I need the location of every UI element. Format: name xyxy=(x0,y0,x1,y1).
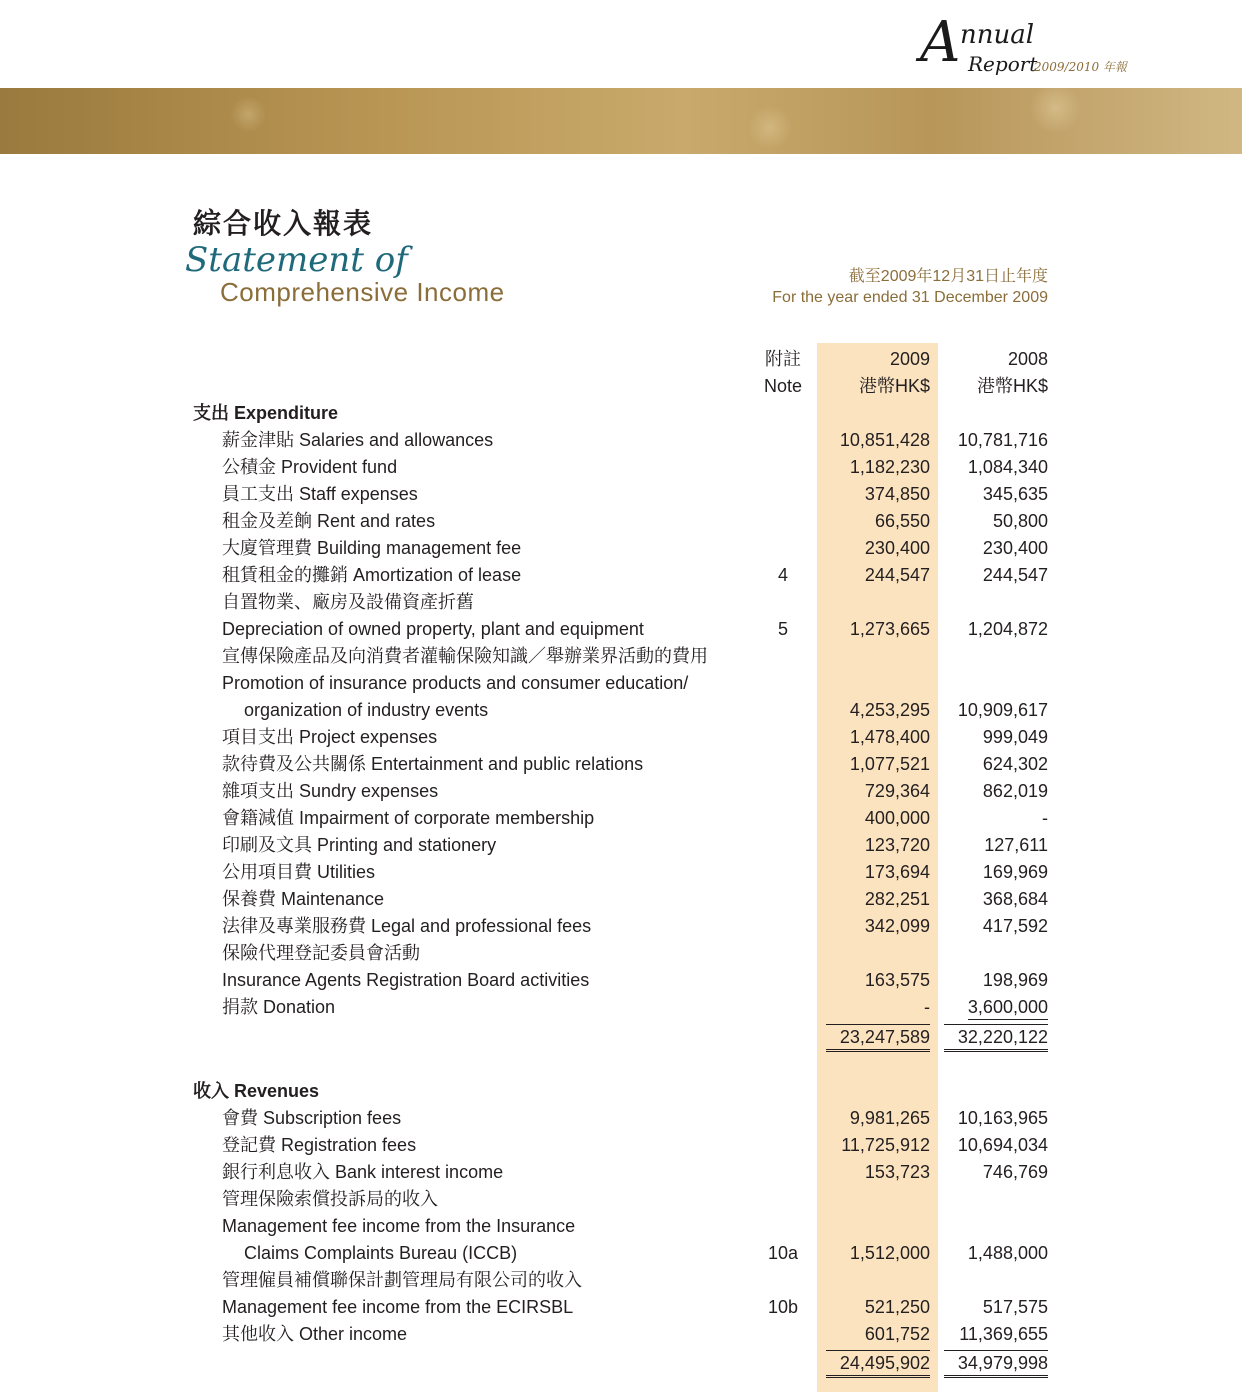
value-2008 xyxy=(983,1294,1048,1321)
decorative-gold-band xyxy=(0,88,1242,154)
note-header-english: Note xyxy=(763,376,803,396)
value-2008-text: 417,592 xyxy=(982,916,1048,936)
row-label: 宣傳保險產品及向消費者灌輸保險知識／舉辦業界活動的費用 xyxy=(222,646,708,666)
table-row xyxy=(0,1105,1242,1132)
currency-2009-header: 港幣HK$ xyxy=(858,376,930,396)
value-2008 xyxy=(983,562,1048,589)
value-2008 xyxy=(958,1105,1048,1132)
row-label: 印刷及文具 Printing and stationery xyxy=(222,835,497,855)
value-2008-text: 10,694,034 xyxy=(957,1135,1048,1155)
table-row xyxy=(0,454,1242,481)
table-row xyxy=(0,1213,1242,1240)
row-label: 保險代理登記委員會活動 xyxy=(222,943,420,963)
value-2009-text: 1,512,000 xyxy=(849,1243,930,1263)
logo-letter: A xyxy=(920,10,961,75)
value-2008 xyxy=(958,427,1048,454)
row-label: 法律及專業服務費 Legal and professional fees xyxy=(222,916,592,936)
row-label: 銀行利息收入 Bank interest income xyxy=(222,1162,504,1182)
value-2008 xyxy=(983,1159,1048,1186)
value-2008-text: 1,488,000 xyxy=(967,1243,1048,1263)
revenues-heading: 收入 Revenues xyxy=(193,1081,320,1101)
row-label: 大廈管理費 Building management fee xyxy=(222,538,522,558)
reporting-period xyxy=(772,266,1048,308)
value-2008 xyxy=(983,859,1048,886)
value-2008-text: 3,600,000 xyxy=(968,995,1048,1020)
table-row xyxy=(0,832,1242,859)
value-2008 xyxy=(983,778,1048,805)
value-2009 xyxy=(865,1159,930,1186)
value-2009-text: 244,547 xyxy=(864,565,930,585)
value-2008 xyxy=(968,994,1048,1021)
value-2009-text: 10,851,428 xyxy=(839,430,930,450)
table-row xyxy=(0,1186,1242,1213)
value-2008 xyxy=(983,967,1048,994)
table-row xyxy=(0,1159,1242,1186)
row-label: organization of industry events xyxy=(244,700,489,720)
table-row xyxy=(0,616,1242,643)
annual-report-logo xyxy=(916,10,1146,76)
page-title-line1: Statement of xyxy=(185,240,408,280)
currency-2008-header: 港幣HK$ xyxy=(976,376,1048,396)
row-label: Management fee income from the ECIRSBL xyxy=(222,1297,574,1317)
value-2009 xyxy=(850,724,930,751)
table-row xyxy=(0,697,1242,724)
expenditure-heading: 支出 Expenditure xyxy=(193,403,339,423)
value-2009-text: 1,273,665 xyxy=(849,619,930,639)
expenditure-heading-row xyxy=(0,400,1242,427)
value-2009-text: 400,000 xyxy=(864,808,930,828)
table-row xyxy=(0,427,1242,454)
table-row xyxy=(0,778,1242,805)
row-label: Promotion of insurance products and consumer education/ xyxy=(222,673,689,693)
column-header-row-1 xyxy=(0,346,1242,373)
row-label: 會費 Subscription fees xyxy=(222,1108,402,1128)
row-note: 4 xyxy=(777,565,788,585)
revenues-total-2008: 34,979,998 xyxy=(944,1350,1048,1378)
value-2008 xyxy=(983,913,1048,940)
row-label: Claims Complaints Bureau (ICCB) xyxy=(244,1243,518,1263)
value-2009-text: 230,400 xyxy=(864,538,930,558)
value-2009-text: 729,364 xyxy=(864,781,930,801)
row-label: 自置物業、廠房及設備資產折舊 xyxy=(222,592,474,612)
table-row xyxy=(0,724,1242,751)
value-2008-text: 50,800 xyxy=(992,511,1048,531)
value-2008 xyxy=(968,616,1048,643)
value-2008 xyxy=(983,751,1048,778)
row-note: 5 xyxy=(777,619,788,639)
table-row xyxy=(0,1294,1242,1321)
table-row xyxy=(0,805,1242,832)
period-chinese: 截至2009年12月31日止年度 xyxy=(848,268,1048,285)
row-label: 管理僱員補償聯保計劃管理局有限公司的收入 xyxy=(222,1270,582,1290)
value-2009-text: 4,253,295 xyxy=(849,700,930,720)
value-2008-text: 746,769 xyxy=(982,1162,1048,1182)
row-label: 雜項支出 Sundry expenses xyxy=(222,781,439,801)
logo-word-annual: nnual xyxy=(960,20,1035,50)
row-label: 其他收入 Other income xyxy=(222,1324,408,1344)
revenues-total-row xyxy=(0,1350,1242,1377)
value-2008 xyxy=(983,535,1048,562)
value-2009 xyxy=(875,508,930,535)
value-2009 xyxy=(850,697,930,724)
table-row xyxy=(0,1321,1242,1348)
table-row xyxy=(0,508,1242,535)
page-title-chinese: 綜合收入報表 xyxy=(193,207,374,240)
value-2009-text: 282,251 xyxy=(864,889,930,909)
row-label: 租賃租金的攤銷 Amortization of lease xyxy=(222,565,522,585)
value-2008-text: 230,400 xyxy=(982,538,1048,558)
value-2009 xyxy=(850,1105,930,1132)
value-2008-text: 10,781,716 xyxy=(957,430,1048,450)
page-title-line2: Comprehensive Income xyxy=(220,277,505,307)
value-2009 xyxy=(865,778,930,805)
value-2008 xyxy=(993,508,1048,535)
value-2009-text: 601,752 xyxy=(864,1324,930,1344)
row-label: 員工支出 Staff expenses xyxy=(222,484,418,504)
value-2008-text: 862,019 xyxy=(982,781,1048,801)
row-note: 10a xyxy=(767,1243,799,1263)
table-row xyxy=(0,1267,1242,1294)
value-2008 xyxy=(984,832,1048,859)
value-2008 xyxy=(968,454,1048,481)
value-2009 xyxy=(865,886,930,913)
table-row xyxy=(0,886,1242,913)
value-2009-text: 342,099 xyxy=(864,916,930,936)
value-2009-text: 9,981,265 xyxy=(849,1108,930,1128)
table-row xyxy=(0,535,1242,562)
table-row xyxy=(0,859,1242,886)
value-2008 xyxy=(1042,805,1048,832)
row-label: 捐款 Donation xyxy=(222,997,336,1017)
value-2008-text: - xyxy=(1042,808,1048,828)
value-2009-text: 1,182,230 xyxy=(849,457,930,477)
value-2009-text: 153,723 xyxy=(864,1162,930,1182)
value-2008-text: 517,575 xyxy=(982,1297,1048,1317)
row-label: 薪金津貼 Salaries and allowances xyxy=(222,430,494,450)
expenditure-total-row xyxy=(0,1024,1242,1051)
row-label: 公積金 Provident fund xyxy=(222,457,398,477)
row-label: 款待費及公共關係 Entertainment and public relations xyxy=(222,754,644,774)
value-2008 xyxy=(958,1132,1048,1159)
value-2009-text: 1,478,400 xyxy=(849,727,930,747)
row-label: 會籍減值 Impairment of corporate membership xyxy=(222,808,595,828)
value-2008 xyxy=(983,886,1048,913)
column-header-row-2 xyxy=(0,373,1242,400)
value-2008-text: 198,969 xyxy=(982,970,1048,990)
value-2009-text: 66,550 xyxy=(874,511,930,531)
table-row xyxy=(0,643,1242,670)
table-row xyxy=(0,994,1242,1021)
value-2009 xyxy=(865,913,930,940)
value-2008-text: 1,204,872 xyxy=(967,619,1048,639)
value-2008-text: 345,635 xyxy=(982,484,1048,504)
value-2009-text: 173,694 xyxy=(864,862,930,882)
expenditure-total-2008: 32,220,122 xyxy=(944,1024,1048,1052)
value-2009-text: 163,575 xyxy=(864,970,930,990)
year-2008-header: 2008 xyxy=(1007,349,1048,369)
value-2009 xyxy=(865,805,930,832)
value-2008-text: 368,684 xyxy=(982,889,1048,909)
value-2009 xyxy=(850,616,930,643)
row-label: 項目支出 Project expenses xyxy=(222,727,438,747)
row-note: 10b xyxy=(767,1297,799,1317)
value-2009 xyxy=(865,859,930,886)
row-label: 公用項目費 Utilities xyxy=(222,862,376,882)
table-row xyxy=(0,562,1242,589)
value-2009 xyxy=(865,481,930,508)
table-row xyxy=(0,1240,1242,1267)
value-2008-text: 1,084,340 xyxy=(967,457,1048,477)
table-row xyxy=(0,940,1242,967)
value-2009 xyxy=(865,562,930,589)
value-2009-text: 1,077,521 xyxy=(849,754,930,774)
value-2009 xyxy=(865,967,930,994)
value-2009 xyxy=(850,1240,930,1267)
row-label: 保養費 Maintenance xyxy=(222,889,385,909)
value-2009-text: 11,725,912 xyxy=(841,1135,930,1155)
value-2009 xyxy=(865,832,930,859)
value-2008 xyxy=(983,481,1048,508)
value-2009 xyxy=(840,427,930,454)
value-2008-text: 624,302 xyxy=(982,754,1048,774)
row-label: 租金及差餉 Rent and rates xyxy=(222,511,436,531)
row-label: Management fee income from the Insurance xyxy=(222,1216,576,1236)
value-2008-text: 127,611 xyxy=(984,835,1048,855)
table-row xyxy=(0,913,1242,940)
value-2008-text: 10,909,617 xyxy=(957,700,1048,720)
value-2009 xyxy=(924,994,930,1021)
value-2009-text: 123,720 xyxy=(864,835,930,855)
value-2008-text: 999,049 xyxy=(982,727,1048,747)
value-2009 xyxy=(841,1132,930,1159)
value-2009 xyxy=(865,535,930,562)
value-2008-text: 244,547 xyxy=(982,565,1048,585)
value-2009 xyxy=(850,454,930,481)
value-2009-text: 374,850 xyxy=(864,484,930,504)
row-label: Insurance Agents Registration Board activities xyxy=(222,970,590,990)
period-english: For the year ended 31 December 2009 xyxy=(772,289,1048,306)
row-label: 管理保險索償投訴局的收入 xyxy=(222,1189,438,1209)
revenues-heading-row xyxy=(0,1078,1242,1105)
row-label: 登記費 Registration fees xyxy=(222,1135,417,1155)
note-header-chinese: 附註 xyxy=(765,349,801,369)
logo-word-report: Report xyxy=(968,52,1038,76)
value-2009-text: 521,250 xyxy=(864,1297,930,1317)
value-2008-text: 11,369,655 xyxy=(959,1324,1048,1344)
value-2008-text: 169,969 xyxy=(982,862,1048,882)
table-row xyxy=(0,1132,1242,1159)
value-2009-text: - xyxy=(924,997,930,1017)
value-2009 xyxy=(865,1294,930,1321)
table-row xyxy=(0,481,1242,508)
table-row xyxy=(0,751,1242,778)
table-row xyxy=(0,589,1242,616)
value-2009 xyxy=(850,751,930,778)
value-2008 xyxy=(983,724,1048,751)
revenues-total-2009: 24,495,902 xyxy=(826,1350,930,1378)
expenditure-total-2009: 23,247,589 xyxy=(826,1024,930,1052)
year-2009-header: 2009 xyxy=(889,349,930,369)
value-2008 xyxy=(968,1240,1048,1267)
table-row xyxy=(0,967,1242,994)
value-2009 xyxy=(865,1321,930,1348)
value-2008-text: 10,163,965 xyxy=(957,1108,1048,1128)
table-row xyxy=(0,670,1242,697)
row-label: Depreciation of owned property, plant and equipment xyxy=(222,619,644,639)
logo-year: 2009/2010 年報 xyxy=(1034,60,1127,74)
value-2008 xyxy=(959,1321,1048,1348)
value-2008 xyxy=(958,697,1048,724)
